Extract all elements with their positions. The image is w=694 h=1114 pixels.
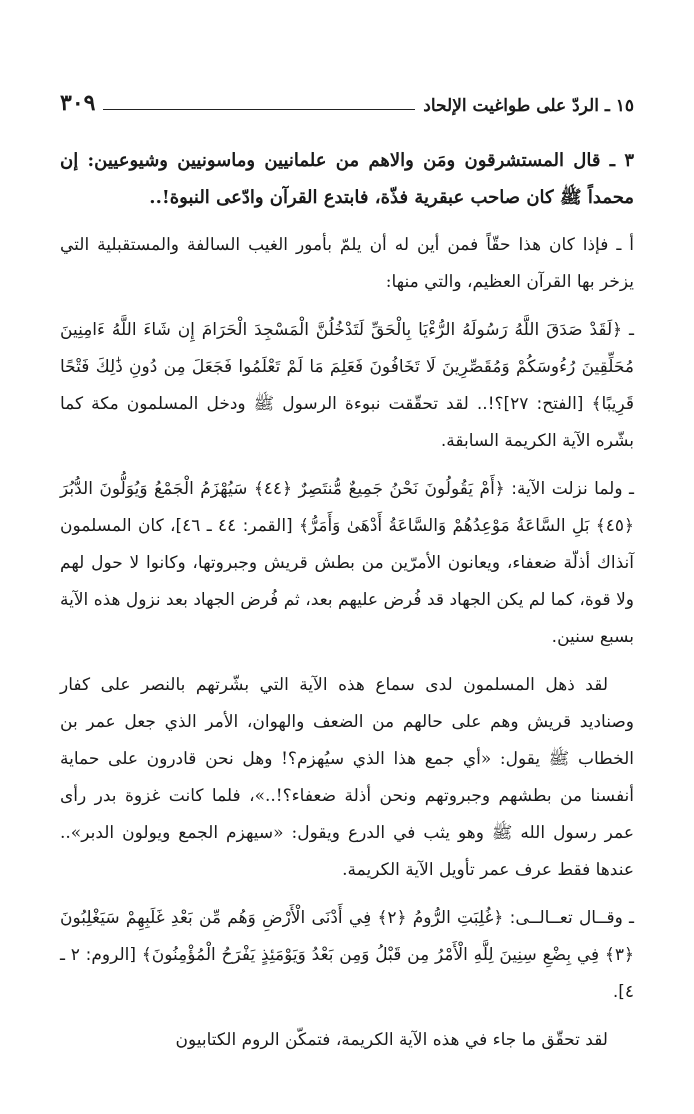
paragraph-rum-verse: ـ وقــال تعــالــى: ﴿غُلِبَتِ الرُّومُ ﴿٢﴾ فِي أَدْنَى الْأَرْضِ وَهُم مِّن بَعْدِ غَلَبِهِمْ سَيَغْلِبُونَ ﴿٣﴾ فِي بِضْعِ سِنِينَ لِلَّهِ الْأَمْرُ مِن قَبْلُ وَمِن بَعْدُ وَيَوْمَئِذٍ يَفْرَحُ الْمُؤْمِنُونَ﴾ [الروم: ٢ ـ ٤]. bbox=[60, 908, 635, 1002]
page-number: ٣٠٩ bbox=[60, 90, 96, 116]
paragraph-rum-fulfilled: لقد تحقّق ما جاء في هذه الآية الكريمة، فتمكّن الروم الكتابيون bbox=[175, 1030, 608, 1050]
paragraph-question: أ ـ فإذا كان هذا حقّاً فمن أين له أن يلمّ بأمور الغيب السالفة والمستقبلية التي يزخر بها القرآن العظيم، والتي منها: bbox=[60, 235, 634, 292]
header-rule bbox=[103, 109, 415, 110]
running-header bbox=[60, 86, 634, 116]
paragraph-fath-verse: ـ ﴿لَقَدْ صَدَقَ اللَّهُ رَسُولَهُ الرُّءْيَا بِالْحَقِّ لَتَدْخُلُنَّ الْمَسْجِدَ الْحَرَامَ إِن شَاءَ اللَّهُ ءَامِنِينَ مُحَلِّقِينَ رُءُوسَكُمْ وَمُقَصِّرِينَ لَا تَخَافُونَ فَعَلِمَ مَا لَمْ تَعْلَمُوا فَجَعَلَ مِن دُونِ ذَٰلِكَ فَتْحًا قَرِيبًا﴾ [الفتح: ٢٧]؟!.. لقد تحقّقت نبوءة الرسول ﷺ ودخل المسلمون مكة كما بشّره الآية الكريمة السابقة. bbox=[60, 320, 634, 451]
chapter-title: ١٥ ـ الردّ على طواغيت الإلحاد bbox=[423, 96, 634, 116]
page-body bbox=[60, 142, 634, 1059]
paragraph-claim: ٣ ـ قال المستشرقون ومَن والاهم من علمانيين وماسونيين وشيوعيين: إن محمداً ﷺ كان صاحب عبقرية فذّة، فابتدع القرآن وادّعى النبوة!.. bbox=[60, 150, 634, 208]
paragraph-badr: لقد ذهل المسلمون لدى سماع هذه الآية التي بشّرتهم بالنصر على كفار وصناديد قريش وهم على حالهم من الضعف والهوان، الأمر الذي جعل عمر بن الخطاب ﷺ يقول: «أي جمع هذا الذي سيُهزم؟! وهل نحن قادرون على حماية أنفسنا من بطشهم وجبروتهم ونحن أذلة ضعفاء؟!..»، فلما كانت غزوة بدر رأى عمر رسول الله ﷺ وهو يثب في الدرع ويقول: «سيهزم الجمع ويولون الدبر».. عندها فقط عرف عمر تأويل الآية الكريمة. bbox=[60, 675, 634, 880]
paragraph-qamar-verse: ـ ولما نزلت الآية: ﴿أَمْ يَقُولُونَ نَحْنُ جَمِيعٌ مُّنتَصِرٌ ﴿٤٤﴾ سَيُهْزَمُ الْجَمْعُ وَيُوَلُّونَ الدُّبُرَ ﴿٤٥﴾ بَلِ السَّاعَةُ مَوْعِدُهُمْ وَالسَّاعَةُ أَدْهَىٰ وَأَمَرُّ﴾ [القمر: ٤٤ ـ ٤٦]، كان المسلمون آنذاك أذلّة ضعفاء، ويعانون الأمرّين من بطش قريش وجبروتها، وكانوا لا حول لهم ولا قوة، كما لم يكن الجهاد قد فُرض عليهم بعد، ثم فُرض الجهاد بعد نزول هذه الآية بسبع سنين. bbox=[60, 479, 634, 647]
